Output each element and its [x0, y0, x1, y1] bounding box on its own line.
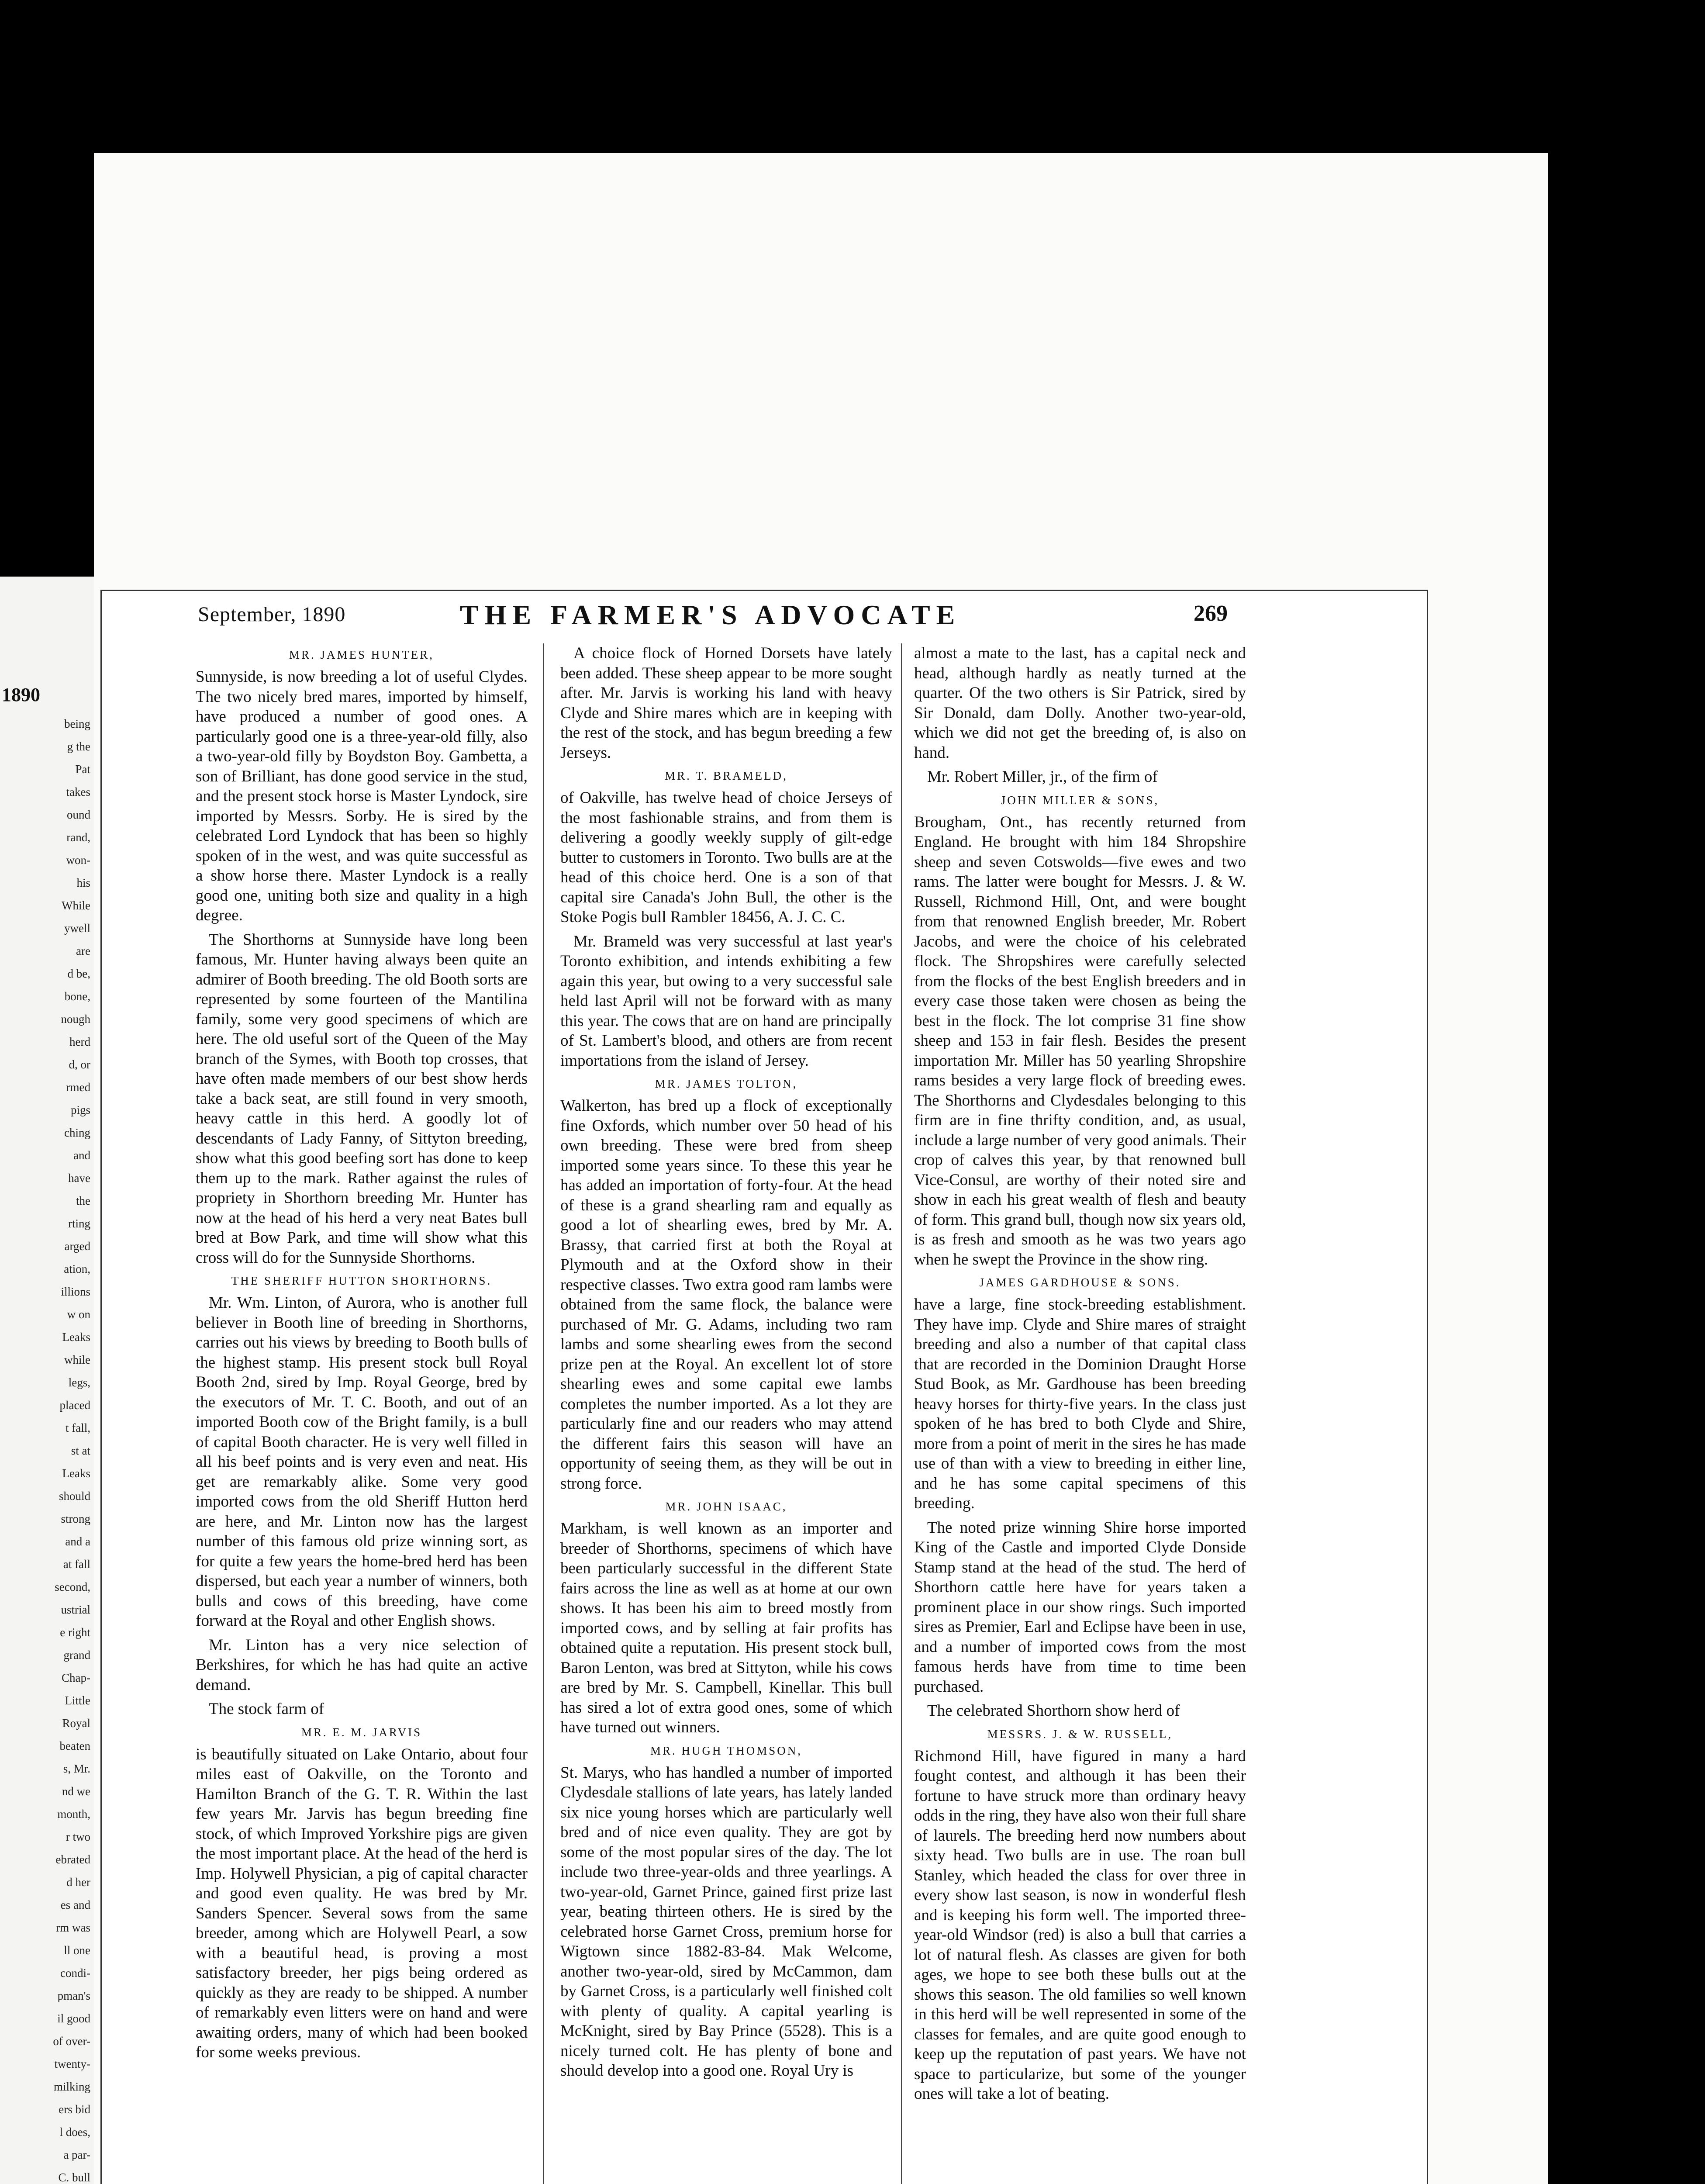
section-heading: THE SHERIFF HUTTON SHORTHORNS. [231, 1274, 492, 1287]
issue-date: September, 1890 [198, 603, 346, 626]
left-page-fragment: illions [61, 1285, 90, 1298]
paragraph: Mr. Linton has a very nice selection of Berkshires, for which he has had quite an active demand. [196, 1636, 528, 1694]
left-page-fragment: should [59, 1489, 90, 1503]
left-page-fragment: condi- [60, 1966, 90, 1980]
left-page-fragment: won- [66, 854, 90, 867]
left-page-fragment: d, or [69, 1058, 90, 1071]
paragraph: is beautifully situated on Lake Ontario, about four miles east of Oakville, on the Toronto and Hamilton Branch of the G. T. R. Within the last few years Mr. Jarvis has begun breeding fine stock, of which Improved Yorkshire pigs are given the most important place. At the head of the herd is Imp. Holywell Physician, a pig of capital character and good even quality. He was bred by Mr. Sanders Spencer. Several sows from the same breeder, among which are Holywell Pearl, a sow with a beautiful head, is proving a most satisfactory breeder, her pigs being ordered as quickly as they are ready to be shipped. A number of remarkably even litters were on hand and were awaiting orders, many of which had been booked for some weeks previous. [196, 1745, 528, 2061]
left-page-fragment: ers bid [59, 2103, 90, 2116]
left-page-fragment: month, [57, 1807, 90, 1821]
section-heading: MR. JOHN ISAAC, [665, 1500, 787, 1513]
left-page-fragment: have [68, 1171, 90, 1185]
left-page-fragment: g the [67, 740, 90, 753]
left-page-fragment: takes [66, 785, 90, 798]
left-page-fragment: ebrated [55, 1853, 90, 1866]
section-heading: MR. JAMES HUNTER, [289, 648, 435, 661]
section-heading: JOHN MILLER & SONS, [1001, 793, 1160, 807]
left-page-number: 1890 [2, 684, 40, 705]
left-page-fragment: Leaks [62, 1467, 90, 1480]
left-page-fragment: es and [60, 1898, 90, 1911]
left-page-fragment: rm was [56, 1921, 90, 1934]
left-page-fragment: r two [66, 1830, 90, 1843]
page-header [102, 591, 1427, 635]
left-page-fragment: ustrial [61, 1603, 90, 1616]
left-page-fragment: pman's [57, 1989, 90, 2002]
left-page-fragment: s, Mr. [63, 1762, 90, 1775]
left-page-fragment: l does, [59, 2125, 90, 2139]
left-page-fragment: bone, [64, 990, 90, 1003]
section-heading: JAMES GARDHOUSE & SONS. [979, 1276, 1181, 1289]
left-page-fragment: and [73, 1149, 90, 1162]
page-number: 269 [1194, 601, 1228, 626]
left-page-fragment: placed [59, 1399, 90, 1412]
left-page-fragment: strong [61, 1512, 90, 1525]
left-page-fragment: Pat [75, 763, 90, 776]
left-page-fragment: C. bull [58, 2171, 90, 2184]
left-page-fragment: legs, [68, 1376, 90, 1389]
left-page-fragment: his [76, 876, 90, 889]
left-page-fragment: d be, [67, 967, 90, 980]
left-page-fragment: while [64, 1353, 90, 1366]
left-page-fragment: Leaks [62, 1330, 90, 1344]
left-page-fragment: milking [53, 2080, 90, 2093]
left-page-fragment: the [76, 1194, 90, 1207]
paragraph: Sunnyside, is now breeding a lot of useful Clydes. The two nicely bred mares, imported by himself, have produced a number of good ones. A particularly good one is a three-year-old filly, also a two-year-old filly by Boydston Boy. Gambetta, a son of Brilliant, has done good service in the stud, and the present stock horse is Master Lyndock, sire imported by Messrs. Sorby. He is sired by the celebrated Lord Lyndock that has been so highly spoken of in the west, and was quite successful as a show horse there. Master Lyndock is a really good one, uniting both size and quality in a high degree. [196, 668, 528, 924]
left-page-fragment: beaten [59, 1739, 90, 1752]
paragraph: The Shorthorns at Sunnyside have long been famous, Mr. Hunter having always been quite an admirer of Booth breeding. The old Booth sorts are represented by some fourteen of the Mantilina family, some very good specimens of which are here. The old useful sort of the Queen of the May branch of the Symes, with Booth top crosses, that have often made members of our best show herds take a back seat, are still found in very smooth, heavy cattle in this herd. A goodly lot of descendants of Lady Fanny, of Sittyton breeding, show what this good beefing sort has done to keep them up to the mark. Rather against the rules of propriety in Shorthorn breeding Mr. Hunter has now at the head of his herd a very neat Bates bull bred at Bow Park, and time will show what this cross will do for the Sunnyside Shorthorns. [196, 930, 528, 1267]
left-page-fragment: arged [64, 1240, 90, 1253]
paragraph: have a large, fine stock-breeding establishment. They have imp. Clyde and Shire mares of straight breeding and also a number of that capital class that are recorded in the Dominion Draught Horse Stud Book, as Mr. Gardhouse has been breeding heavy horses for thirty-five years. In the class just spoken of he has bred to both Clyde and Shire, more from a point of merit in the sires he has made use of than with a view to breeding in either line, and he has some capital specimens of this breeding. [914, 1296, 1246, 1512]
left-page-fragment: pigs [70, 1103, 90, 1116]
left-page-fragment: grand [63, 1648, 90, 1662]
paragraph: Richmond Hill, have figured in many a hard fought contest, and although it has been their fortune to have struck more than ordinary heavy odds in the ring, they have also won their full share of laurels. The breeding herd now numbers about sixty head. Two bulls are in use. The roan bull Stanley, which headed the class for over three in every show last season, is now in wonderful flesh and is keeping his form well. The imported three-year-old Windsor (red) is also a bull that carries a lot of natural flesh. As classes are given for both ages, we hope to see both these bulls out at the shows this season. The old families so well known in this herd will be well represented in some of the classes for females, and are quite good enough to keep up the reputation of past years. We have not space to particularize, but some of the younger ones will take a lot of beating. [914, 1747, 1246, 2103]
left-page-fragment: d her [66, 1876, 90, 1889]
column-2 [560, 643, 892, 2184]
paragraph: The celebrated Shorthorn show herd of [927, 1702, 1180, 1720]
left-page-fragment: rting [68, 1217, 90, 1230]
left-page-fragment: ation, [64, 1262, 90, 1275]
left-page-fragment: ching [64, 1126, 90, 1139]
left-page-fragment: t fall, [66, 1421, 90, 1434]
left-page-fragment: w on [67, 1308, 90, 1321]
left-page-fragment: st at [71, 1444, 90, 1457]
column-3 [914, 643, 1246, 2184]
paragraph: Mr. Robert Miller, jr., of the firm of [927, 768, 1158, 786]
printed-page [100, 590, 1428, 2184]
left-page-fragment: il good [57, 2012, 90, 2025]
section-heading: MR. JAMES TOLTON, [655, 1077, 798, 1090]
paragraph: Markham, is well known as an importer and breeder of Shorthorns, specimens of which have been particularly successful in the different State fairs across the line as well as at home at our own shows. It has been his aim to breed mostly from imported cows, and by selling at fair profits has obtained quite a reputation. His present stock bull, Baron Lenton, was bred at Sittyton, while his cows are bred by Mr. S. Campbell, Kinellar. This bull has sired a lot of extra good ones, some of which have turned out winners. [560, 1520, 892, 1736]
paragraph: Mr. Wm. Linton, of Aurora, who is another full believer in Booth line of breeding in Shorthorns, carries out his views by breeding to Booth bulls of the highest stamp. His present stock bull Royal Booth 2nd, sired by Imp. Royal George, bred by the executors of Mr. T. C. Booth, and out of an imported Booth cow of the Bright family, is a bull of capital Booth character. He is very well filled in all his beef points and is very even and neat. His get are remarkably alike. Some very good imported cows from the old Sheriff Hutton herd are here, and Mr. Linton now has the largest number of this famous old prize winning sort, as for quite a few years the home-bred herd has been dispersed, but each year a number of winners, both bulls and cows of this breeding, have come forward at the Royal and other English shows. [196, 1294, 528, 1630]
paragraph: Mr. Brameld was very successful at last year's Toronto exhibition, and intends exhibiting a few again this year, but owing to a very successful sale held last April will not be forward with as many this year. The cows that are on hand are principally of St. Lambert's blood, and others are from recent importations from the island of Jersey. [560, 932, 892, 1070]
left-page-fragment: Royal [62, 1717, 90, 1730]
left-page-fragment: e right [60, 1626, 90, 1639]
left-page-fragment: twenty- [54, 2057, 90, 2070]
left-page-fragment: a par- [63, 2148, 90, 2161]
left-page-fragment: rand, [66, 831, 90, 844]
section-heading: MR. HUGH THOMSON, [650, 1744, 803, 1757]
left-page-edge [0, 577, 94, 2184]
left-page-fragment: and a [65, 1535, 90, 1548]
left-page-fragment: While [62, 899, 90, 912]
left-page-fragment: ywell [64, 922, 90, 935]
left-page-fragment: nd we [62, 1785, 90, 1798]
paragraph: Brougham, Ont., has recently returned from England. He brought with him 184 Shropshire sheep and seven Cotswolds—five ewes and two rams. The latter were bought for Messrs. J. & W. Russell, Richmond Hill, Ont, and were bought from that renowned English breeder, Mr. Robert Jacobs, and were the choice of his celebrated flock. The Shropshires were carefully selected from the flocks of the best English breeders and in every case those taken were chosen as being the best in the flock. The lot comprise 31 fine show sheep and 153 in fair flesh. Besides the present importation Mr. Miller has 50 yearling Shropshire rams besides a very large flock of breeding ewes. The Shorthorns and Clydesdales belonging to this firm are in fine thrifty condition, and, as usual, include a large number of very good animals. Their crop of calves this year, by that renowned bull Vice-Consul, are worthy of their noted sire and show in each his great wealth of flesh and beauty of form. This grand bull, though now six years old, is as fresh and smooth as he was two years ago when he swept the Province in the show ring. [914, 813, 1246, 1268]
left-page-fragment: ll one [64, 1944, 90, 1957]
scan-border [1553, 581, 1705, 2184]
paragraph: of Oakville, has twelve head of choice Jerseys of the most fashionable strains, and from them is delivering a goodly weekly supply of gilt-edge butter to customers in Toronto. Two bulls are at the head of this choice herd. One is a son of that capital sire Canada's John Bull, the other is the Stoke Pogis bull Rambler 18456, A. J. C. C. [560, 789, 892, 926]
left-page-fragment: being [64, 717, 90, 730]
paragraph: A choice flock of Horned Dorsets have lately been added. These sheep appear to be more sought after. Mr. Jarvis is working his land with heavy Clyde and Shire mares which are in keeping with the rest of the stock, and has begun breeding a few Jerseys. [560, 644, 892, 762]
paragraph: The stock farm of [209, 1700, 324, 1718]
column-rule [543, 643, 544, 2184]
paragraph: The noted prize winning Shire horse imported King of the Castle and imported Clyde Donside Stamp stand at the head of the stud. The herd of Shorthorn cattle here have for years taken a prominent place in our show rings. Such imported sires as Premier, Earl and Eclipse have been in use, and a number of imported cows from the most famous herds have from time to time been purchased. [914, 1518, 1246, 1696]
left-page-fragment: second, [55, 1580, 90, 1593]
section-heading: MR. T. BRAMELD, [665, 769, 788, 782]
paragraph: almost a mate to the last, has a capital neck and head, although hardly as neatly turned at the quarter. Of the two others is Sir Patrick, sired by Sir Donald, dam Dolly. Another two-year-old, which we did not get the breeding of, is also on hand. [914, 644, 1246, 762]
paragraph: St. Marys, who has handled a number of imported Clydesdale stallions of late years, has lately landed six nice young horses which are particularly well bred and of nice even quality. They are got by some of the most popular sires of the day. The lot include two three-year-olds and three yearlings. A two-year-old, Garnet Prince, gained first prize last year, beating thirteen others. He is sired by the celebrated horse Garnet Cross, premium horse for Wigtown since 1882-83-84. Mak Welcome, another two-year-old, sired by McCammon, dam by Garnet Cross, is a particularly well finished colt with plenty of quality. A capital yearling is McKnight, sired by Bay Prince (5528). This is a nicely turned colt. He has plenty of bone and should develop into a good one. Royal Ury is [560, 1763, 892, 2080]
page-sheet [94, 153, 1548, 2184]
column-rule [901, 643, 902, 2184]
section-heading: MESSRS. J. & W. RUSSELL, [987, 1727, 1173, 1741]
column-1 [196, 643, 528, 2184]
left-page-fragment: nough [61, 1013, 90, 1026]
left-page-fragment: Little [65, 1694, 90, 1707]
left-page-fragment: herd [69, 1035, 90, 1048]
left-page-fragment: at fall [63, 1558, 90, 1571]
left-page-fragment: Chap- [62, 1671, 90, 1684]
publication-title: THE FARMER'S ADVOCATE [460, 599, 961, 630]
paragraph: Walkerton, has bred up a flock of exceptionally fine Oxfords, which number over 50 head of his own breeding. These were bred from sheep imported some years since. To these this year he has added an importation of forty-four. At the head of these is a grand shearling ram and equally as good a lot of shearling ewes, bred by Mr. A. Brassy, that carried first at both the Royal at Plymouth and at the Oxford show in their respective classes. Two extra good ram lambs were obtained from the same flock, the balance were purchased of Mr. G. Adams, including two ram lambs and some shearling ewes from the second prize pen at the Royal. An excellent lot of store shearling ewes and some capital ewe lambs completes the number imported. As a lot they are particularly fine and our readers who may attend the different fairs this season will have an opportunity of seeing them, as they will be out in strong force. [560, 1097, 892, 1493]
left-page-fragment: of over- [53, 2035, 90, 2048]
left-page-fragment: ound [67, 808, 90, 821]
left-page-fragment: are [76, 944, 90, 957]
section-heading: MR. E. M. JARVIS [301, 1725, 422, 1739]
left-page-fragment: rmed [66, 1081, 90, 1094]
